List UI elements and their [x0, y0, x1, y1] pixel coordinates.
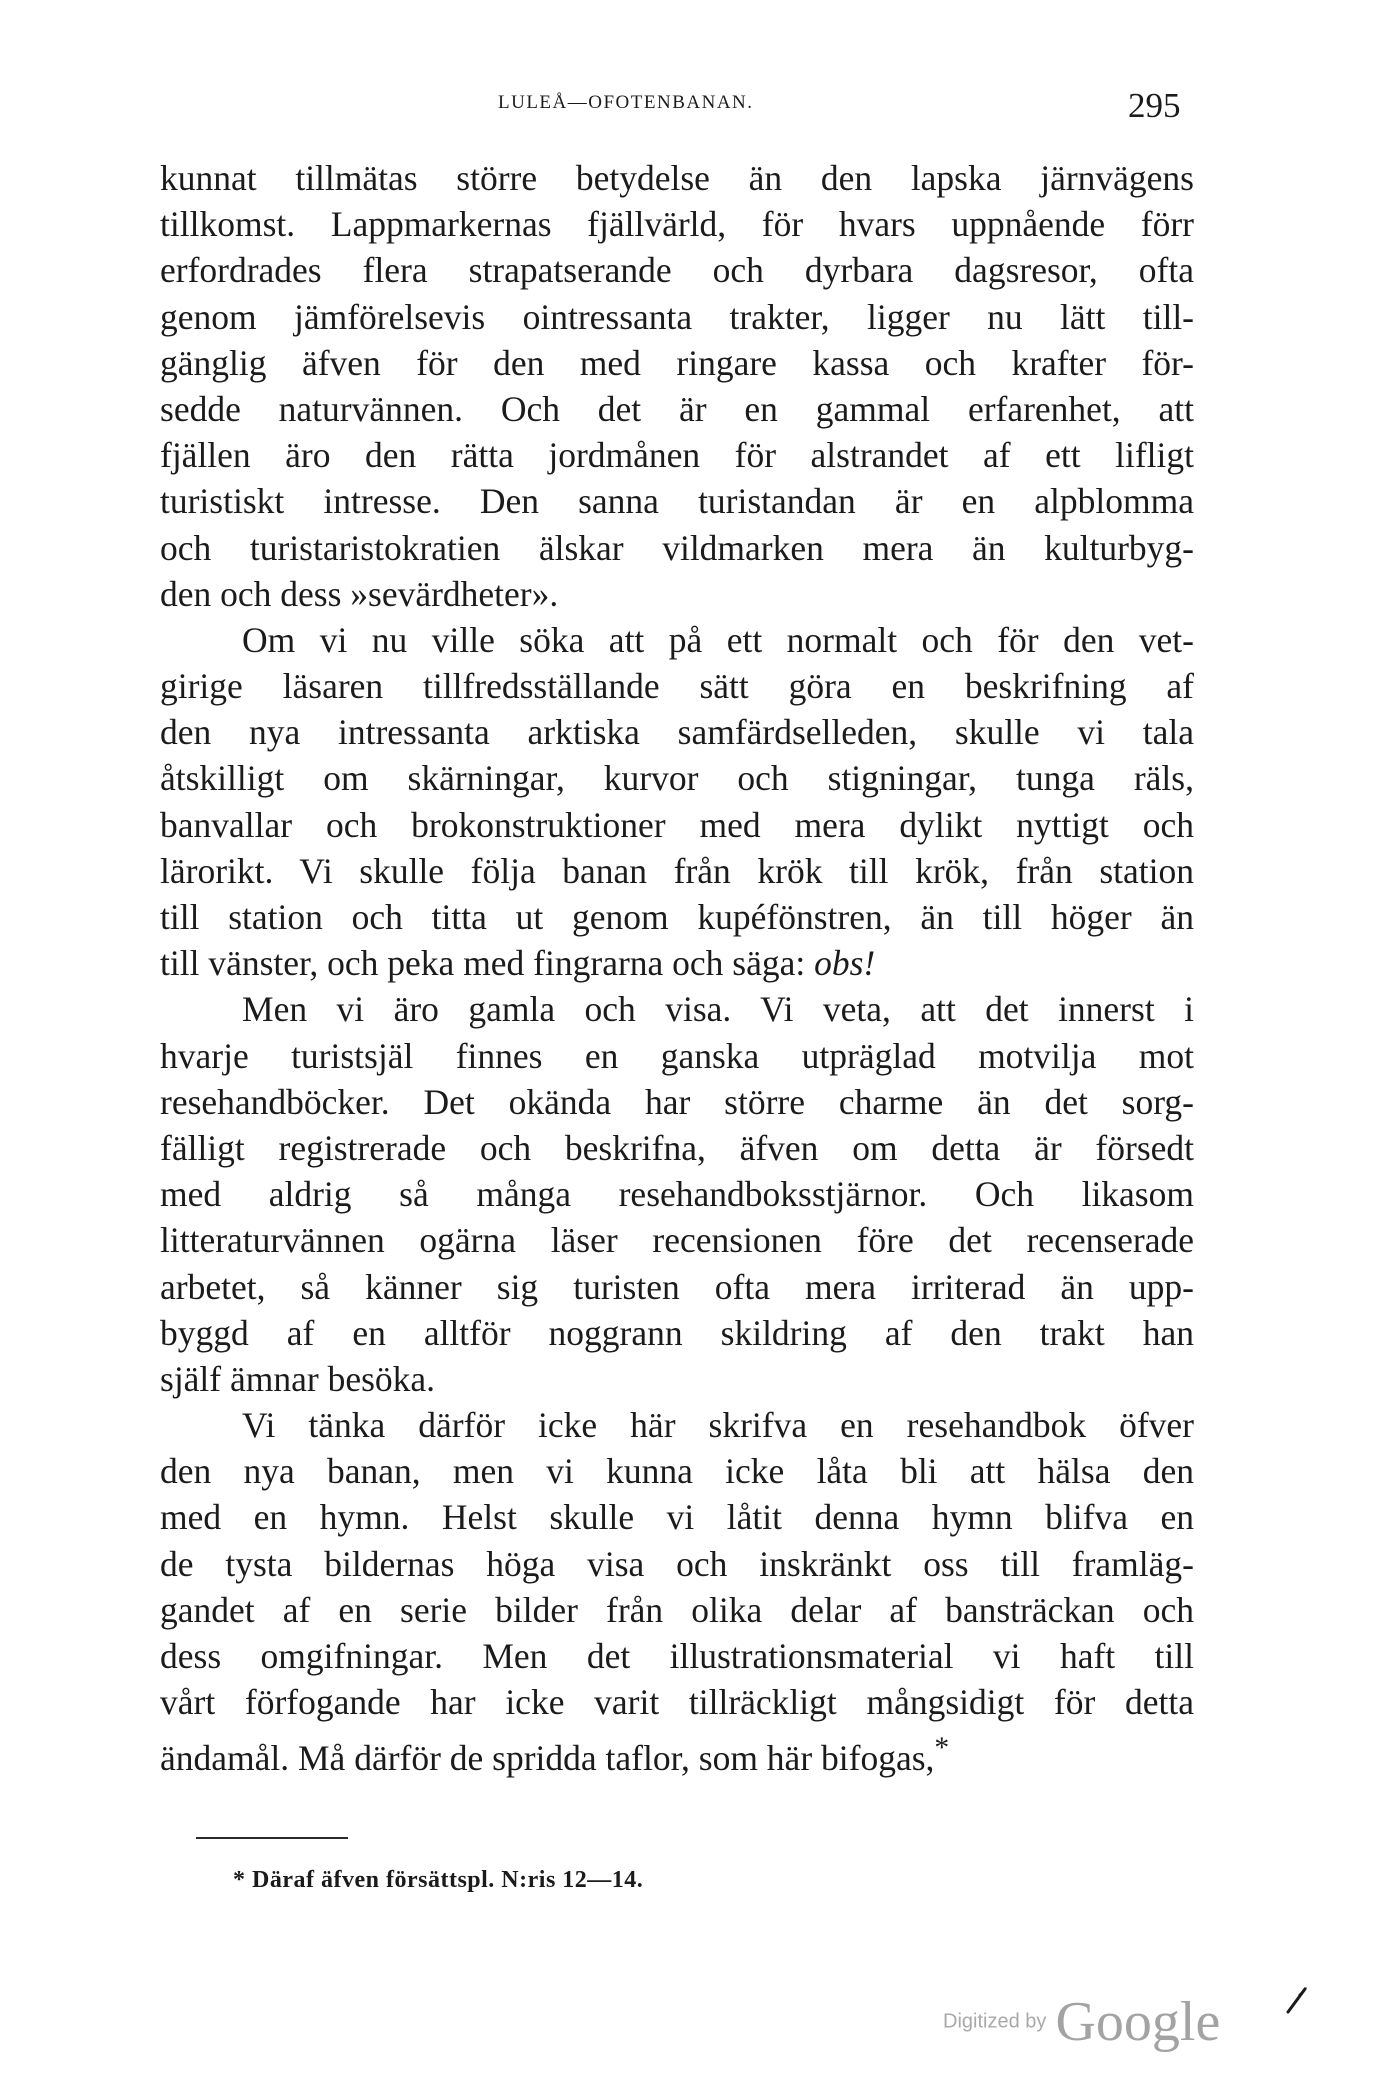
text-line: dess omgifningar. Men det illustrationsmaterial vi haft till [160, 1636, 1194, 1676]
text-line: Om vi nu ville söka att på ett normalt och för den vet- [242, 619, 1194, 660]
text-line: gänglig äfven för den med ringare kassa och krafter för- [160, 342, 1194, 383]
text-line: den nya banan, men vi kunna icke låta bli att hälsa den [160, 1451, 1194, 1492]
text-line: genom jämförelsevis ointressanta trakter, ligger nu lätt till- [160, 296, 1194, 337]
text-line: åtskilligt om skärningar, kurvor och stigningar, tunga räls, [160, 758, 1194, 799]
text-line: till station och titta ut genom kupéfönstren, än till höger än [160, 897, 1194, 937]
text-line: arbetet, så känner sig turisten ofta mera irriterad än upp- [160, 1266, 1194, 1307]
text-line: den nya intressanta arktiska samfärdselleden, skulle vi tala [160, 712, 1194, 753]
page-number: 295 [1128, 86, 1181, 125]
text-line: lärorikt. Vi skulle följa banan från krök till krök, från station [160, 850, 1194, 891]
footnote-reference: * [934, 1732, 950, 1765]
text-segment: till vänster, och peka med fingrarna och säga: [160, 943, 806, 984]
text-line: fälligt registrerade och beskrifna, äfven om detta är försedt [160, 1127, 1194, 1168]
text-line: fjällen äro den rätta jordmånen för alstrandet af ett lifligt [160, 435, 1194, 476]
text-line: med aldrig så många resehandboksstjärnor. Och likasom [160, 1174, 1194, 1215]
text-line: litteraturvännen ogärna läser recensionen före det recenserade [160, 1220, 1194, 1261]
digitization-watermark [943, 1990, 1220, 2054]
text-line-with-footnote-ref [160, 1725, 1194, 1779]
text-line: med en hymn. Helst skulle vi låtit denna hymn blifva en [160, 1497, 1194, 1538]
watermark-digitized-by: Digitized by [943, 2010, 1047, 2033]
text-line: de tysta bildernas höga visa och inskränkt oss till framläg- [160, 1543, 1194, 1584]
text-line: den och dess »sevärdheter». [160, 573, 559, 614]
body-text [160, 155, 1194, 1779]
text-line: resehandböcker. Det okända har större charme än det sorg- [160, 1081, 1194, 1122]
text-line: vårt förfogande har icke varit tillräckligt mångsidigt för detta [160, 1682, 1194, 1723]
text-line: gandet af en serie bilder från olika delar af bansträckan och [160, 1589, 1194, 1630]
text-line: turistiskt intresse. Den sanna turistandan är en alpblomma [160, 481, 1194, 522]
text-line: banvallar och brokonstruktioner med mera dylikt nyttigt och [160, 804, 1194, 845]
text-line: erfordrades flera strapatserande och dyrbara dagsresor, ofta [160, 250, 1194, 291]
text-line: Men vi äro gamla och visa. Vi veta, att det innerst i [242, 989, 1194, 1030]
text-line: och turistaristokratien älskar vildmarken mera än kulturbyg- [160, 527, 1194, 568]
text-line: kunnat tillmätas större betydelse än den lapska järnvägens [160, 158, 1194, 198]
text-line: girige läsaren tillfredsställande sätt göra en beskrifning af [160, 666, 1194, 707]
text-line: själf ämnar besöka. [160, 1358, 436, 1399]
text-line: Vi tänka därför icke här skrifva en resehandbok öfver [242, 1405, 1194, 1446]
text-line: tillkomst. Lappmarkernas fjällvärld, för hvars uppnående förr [160, 204, 1194, 245]
text-line-with-italic [160, 940, 1194, 986]
italic-obs: obs! [814, 943, 876, 984]
footnote: * Däraf äfven försättspl. N:ris 12—14. [233, 1867, 644, 1893]
ink-mark-icon [1285, 1985, 1309, 2015]
text-line: hvarje turistsjäl finnes en ganska utpräglad motvilja mot [160, 1035, 1194, 1076]
running-head: LULEÅ—OFOTENBANAN. [498, 92, 754, 113]
google-logo: Google [1055, 1991, 1221, 2053]
text-segment: ändamål. Må därför de spridda taflor, som här bifogas, [160, 1738, 935, 1779]
footnote-divider [196, 1837, 348, 1839]
text-line: byggd af en alltför noggrann skildring af den trakt han [160, 1312, 1194, 1353]
text-line: sedde naturvännen. Och det är en gammal erfarenhet, att [160, 388, 1194, 429]
